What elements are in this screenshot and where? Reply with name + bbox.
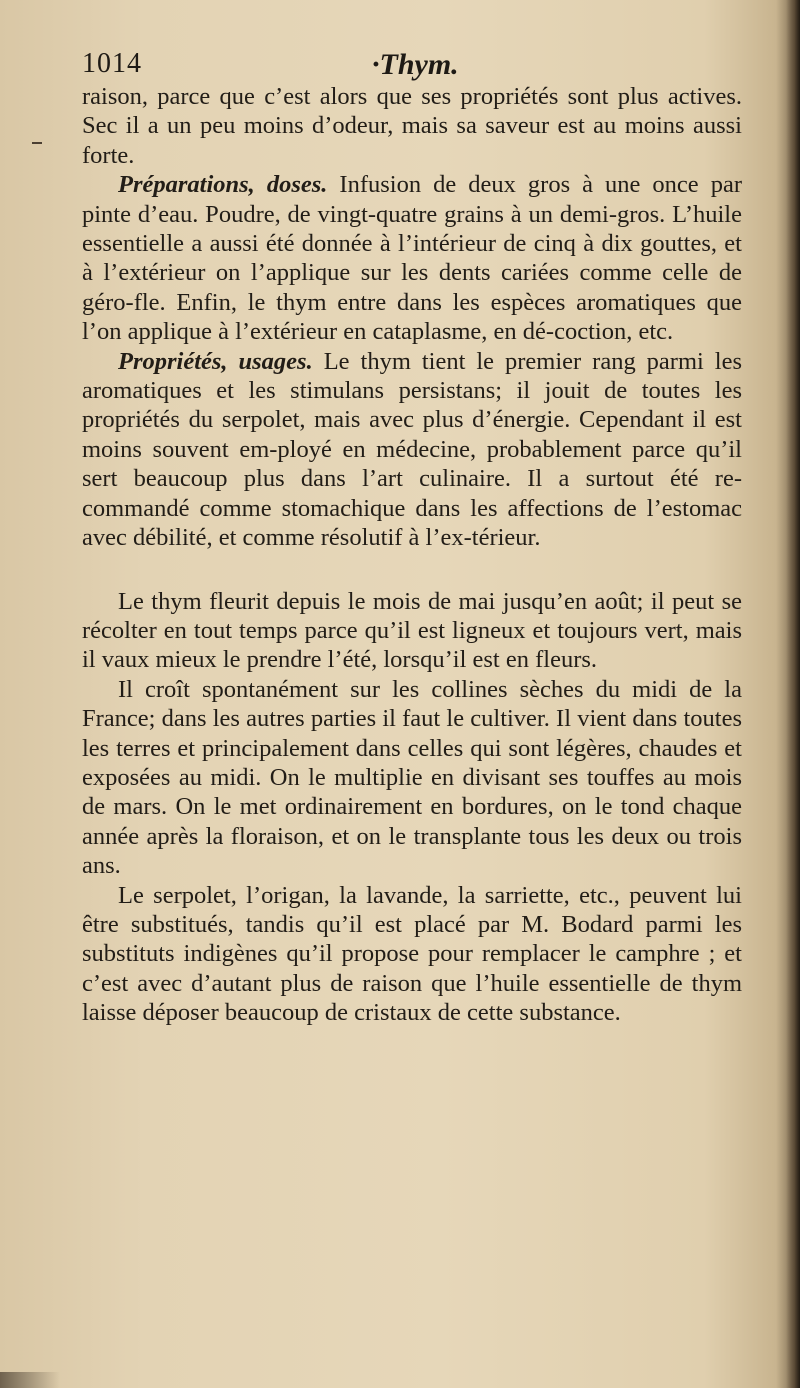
paragraph-culture xyxy=(82,675,742,881)
paragraph-continuation xyxy=(82,82,742,170)
paragraph-preparations xyxy=(82,170,742,346)
margin-mark xyxy=(32,142,42,144)
paragraph-label: Préparations, doses. xyxy=(118,171,328,199)
paragraph-text: Le thym tient le premier rang parmi les aromatiques et les stimulans persistans; il jouit de toutes les propriétés du serpolet, mais avec plus d’énergie. Cependant il est moins souvent em-ployé en médecine, probablement parce qu’il sert beaucoup plus dans l’art culinaire. Il a surtout été re-commandé comme stomachique dans les affections de l’estomac avec débilité, et comme résolutif à l’ex-térieur. xyxy=(82,347,743,552)
body-text xyxy=(82,82,742,1028)
paragraph-text: Il croît spontanément sur les collines sèches du midi de la France; dans les autres parties il faut le cultiver. Il vient dans toutes les terres et principalement dans celles qui sont légères, chaudes et exposées au midi. On le multiplie en divisant ses touffes au mois de mars. On le met ordinairement en bordures, on le tond chaque année après la floraison, et on le transplante tous les deux ou trois ans. xyxy=(82,675,742,880)
paragraph-text: Le serpolet, l’origan, la lavande, la sarriette, etc., peuvent lui être substitués, tandis qu’il est placé par M. Bodard parmi les substituts indigènes qu’il propose pour remplacer le camphre ; et c’est avec d’autant plus de raison que l’huile essentielle de thym laisse déposer beaucoup de cristaux de cette substance. xyxy=(82,881,742,1027)
paragraph-text: raison, parce que c’est alors que ses propriétés sont plus actives. Sec il a un peu moins d’odeur, mais sa saveur est au moins aussi forte. xyxy=(82,83,742,169)
paragraph-substituts xyxy=(82,881,742,1028)
page-header xyxy=(82,48,742,84)
paragraph-text: Le thym fleurit depuis le mois de mai jusqu’en août; il peut se récolter en tout temps parce qu’il est ligneux et toujours vert, mais il vaux mieux le prendre l’été, lorsqu’il est en fleurs. xyxy=(82,587,742,674)
paragraph-label: Propriétés, usages. xyxy=(118,347,313,375)
paragraph-text: Infusion de deux gros à une once par pinte d’eau. Poudre, de vingt-quatre grains à un demi-gros. L’huile essentielle a aussi été donnée à l’intérieur de cinq à dix gouttes, et à l’extérieur on l’applique sur les dents cariées comme celle de géro-fle. Enfin, le thym entre dans les espèces aromatiques que l’on applique à l’extérieur en cataplasme, en dé-coction, etc. xyxy=(82,171,742,346)
paragraph-proprietes xyxy=(82,347,742,553)
page-number: 1014 xyxy=(82,48,142,79)
corner-smudge xyxy=(0,1372,60,1388)
paragraph-floraison xyxy=(82,587,742,675)
running-head: ·Thym. xyxy=(372,48,459,81)
